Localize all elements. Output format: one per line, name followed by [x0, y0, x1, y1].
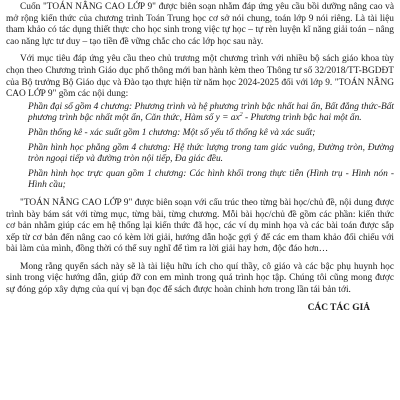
content-item-algebra-text: Phần đại số gồm 4 chương: Phương trình và hệ phương trình bậc nhất hai ẩn, Bất đẳng thức-Bất phương trình bậc nhất một ẩn, Căn thức, Hàm số y = ax [28, 101, 394, 124]
content-item-statistics: Phần thống kê - xác suất gồm 1 chương: Một số yếu tố thống kê và xác suất; [28, 127, 316, 138]
signature: CÁC TÁC GIẢ [307, 302, 370, 313]
structure-paragraph: "TOÁN NÂNG CAO LỚP 9" được biên soạn với cấu trúc theo từng bài học/chủ đề, nội dung được trình bày bám sát với từng mục, từng bài, từng chương. Mỗi bài học/chủ đề gồm các phần: kiến thức cơ bản nhằm giúp các em hệ thống lại kiến thức đã học, các ví dụ minh họa và các bài toán được sắp xếp từ cơ bản đến nâng cao có kèm lời giải, hướng dẫn hoặc gợi ý để các em tham khảo đối chiếu với bài làm của mình, đồng thời có thể suy nghĩ để tìm ra lời giải hay hơn, độc đáo hơn… [6, 197, 394, 255]
objective-paragraph: Với mục tiêu đáp ứng yêu cầu theo chủ trương một chương trình với nhiều bộ sách giáo khoa tùy chọn theo Chương trình Giáo dục phổ thông mới ban hành kèm theo Thông tư số 32/2018/TT-BGDĐT của Bộ trưởng Bộ Giáo dục và Đào tạo thực hiện từ năm học 2024-2025 đối với lớp 9. "TOÁN NÂNG CAO LỚP 9" gồm các nội dung: [6, 54, 394, 100]
content-item-algebra-tail: - Phương trình bậc hai một ẩn. [242, 113, 362, 124]
closing-paragraph: Mong rằng quyển sách này sẽ là tài liệu hữu ích cho quí thầy, cô giáo và các bậc phụ huynh học sinh trong việc hướng dẫn, giúp đỡ con em mình trong quá trình học tập. Chúng tôi cũng mong được sự đóng góp xây dựng của quí vị bạn đọc để sách được hoàn chỉnh hơn trong lần tái bản tới. [6, 261, 394, 296]
content-item-plane-geometry: Phần hình học phẳng gồm 4 chương: Hệ thức lượng trong tam giác vuông, Đường tròn, Đường tròn ngoại tiếp và đường tròn nội tiếp, Đa giác đều. [28, 142, 394, 165]
content-item-algebra [6, 102, 394, 125]
intro-paragraph: Cuốn "TOÁN NÂNG CAO LỚP 9" được biên soạn nhằm đáp ứng yêu cầu bồi dưỡng nâng cao và mở rộng kiến thức của chương trình Toán Trung học cơ sở nói chung, toán lớp 9 nói riêng. Là tài liệu tham khảo có tác dụng thiết thực cho học sinh trong việc tự học – tự rèn luyện kĩ năng giải toán – nâng cao năng lực tư duy – tạo tiền đề vững chắc cho các lớp học sau này. [6, 2, 394, 47]
content-item-visual-geometry: Phần hình học trực quan gồm 1 chương: Các hình khối trong thực tiễn (Hình trụ - Hình nón - Hình cầu; [28, 168, 394, 191]
exponent: 2 [239, 112, 243, 119]
